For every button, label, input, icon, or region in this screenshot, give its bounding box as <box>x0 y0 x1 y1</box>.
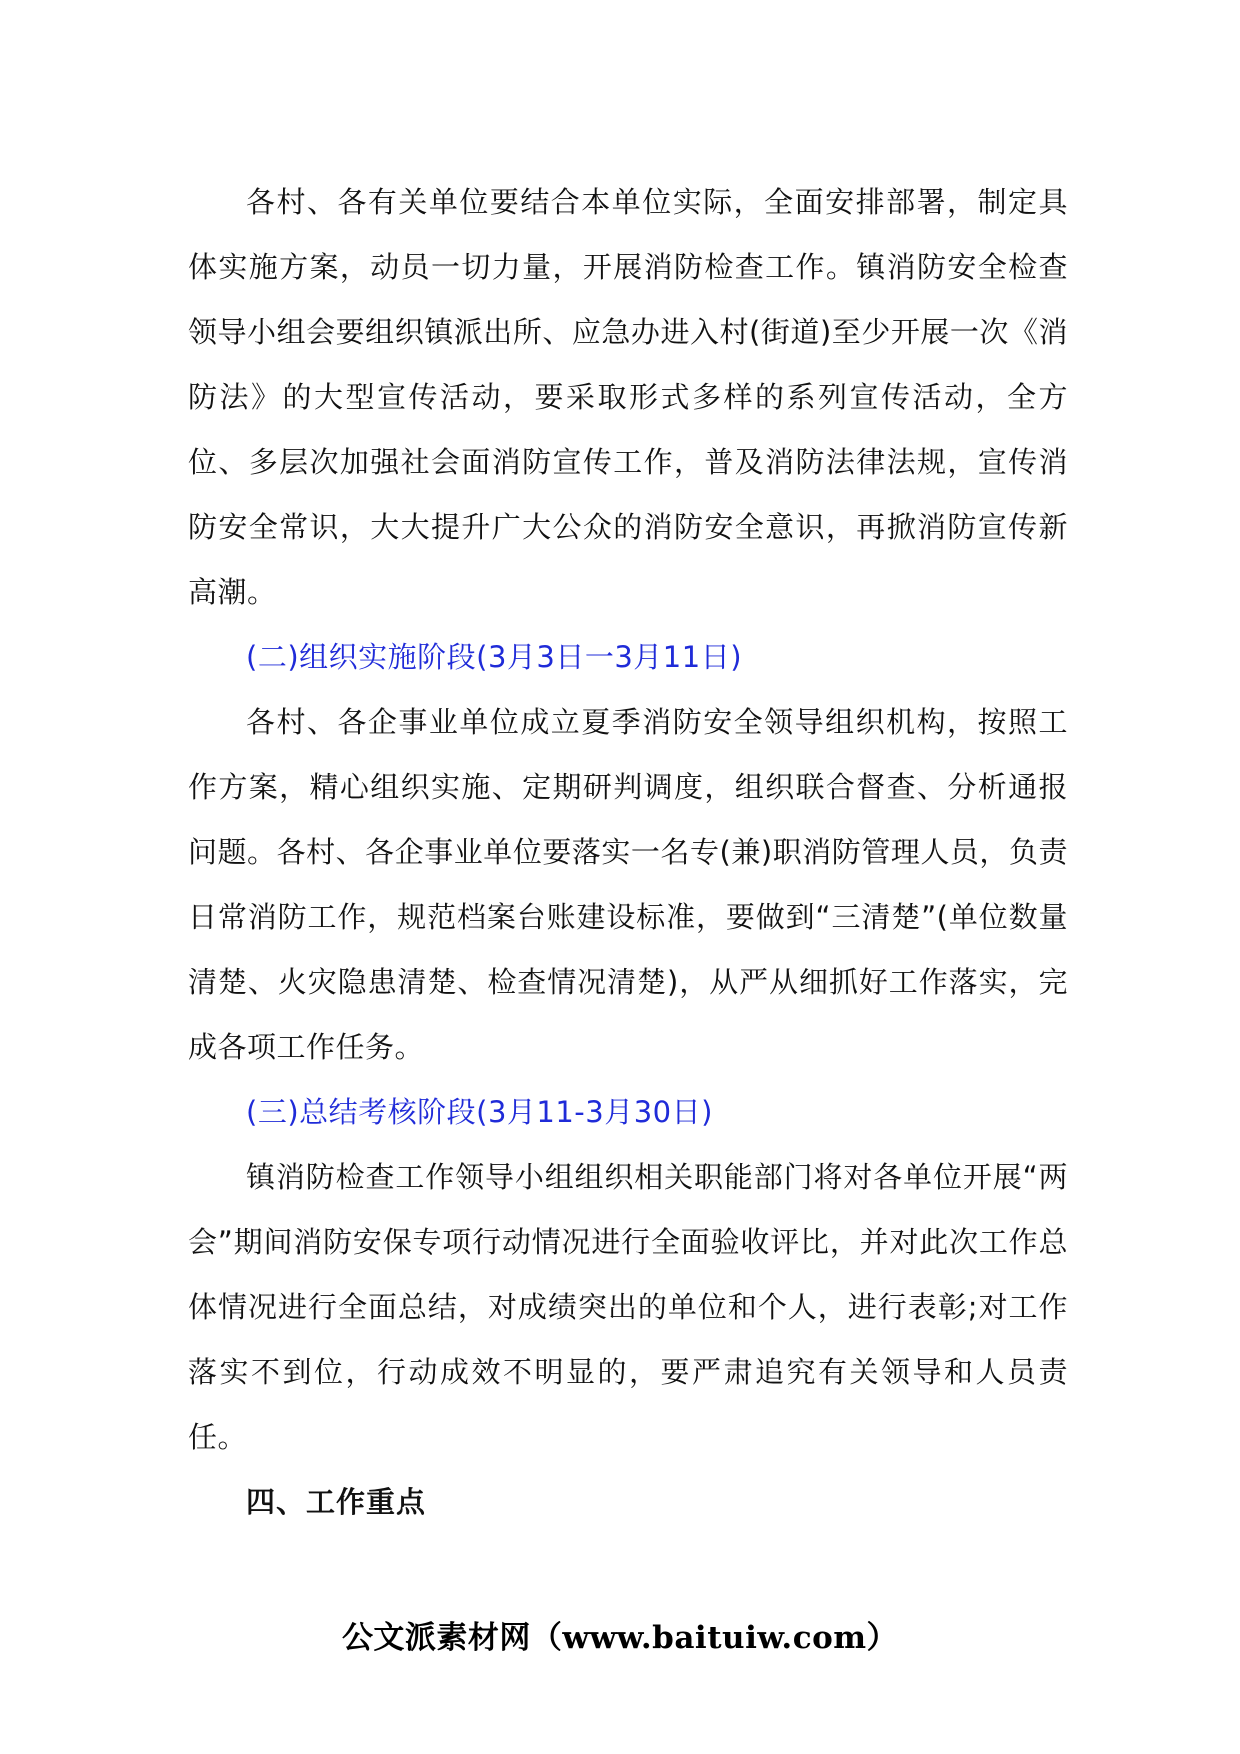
paragraph-implementation: 各村、各企事业单位成立夏季消防安全领导组织机构，按照工作方案，精心组织实施、定期研判调度，组织联合督查、分析通报问题。各村、各企事业单位要落实一名专(兼)职消防管理人员，负责日常消防工作，规范档案台账建设标准，要做到“三清楚”(单位数量清楚、火灾隐患清楚、检查情况清楚)，从严从细抓好工作落实，完成各项工作任务。 <box>188 705 1068 1064</box>
paragraph-publicity: 各村、各有关单位要结合本单位实际，全面安排部署，制定具体实施方案，动员一切力量，开展消防检查工作。镇消防安全检查领导小组会要组织镇派出所、应急办进入村(街道)至少开展一次《消防法》的大型宣传活动，要采取形式多样的系列宣传活动，全方位、多层次加强社会面消防宣传工作，普及消防法律法规，宣传消防安全常识，大大提升广大公众的消防安全意识，再掀消防宣传新高潮。 <box>188 185 1068 609</box>
subheading-assessment-stage: (三)总结考核阶段(3月11-3月30日) <box>246 1095 713 1129</box>
paragraph-assessment: 镇消防检查工作领导小组组织相关职能部门将对各单位开展“两会”期间消防安保专项行动情况进行全面验收评比，并对此次工作总体情况进行全面总结，对成绩突出的单位和个人，进行表彰;对工作落实不到位，行动成效不明显的，要严肃追究有关领导和人员责任。 <box>188 1160 1068 1454</box>
section-heading-work-focus: 四、工作重点 <box>246 1485 427 1519</box>
document-body <box>188 170 1068 1535</box>
footer-source-text: 公文派素材网（www.baituiw.com） <box>341 1620 899 1656</box>
subheading-implementation-stage: (二)组织实施阶段(3月3日一3月11日) <box>246 640 743 674</box>
